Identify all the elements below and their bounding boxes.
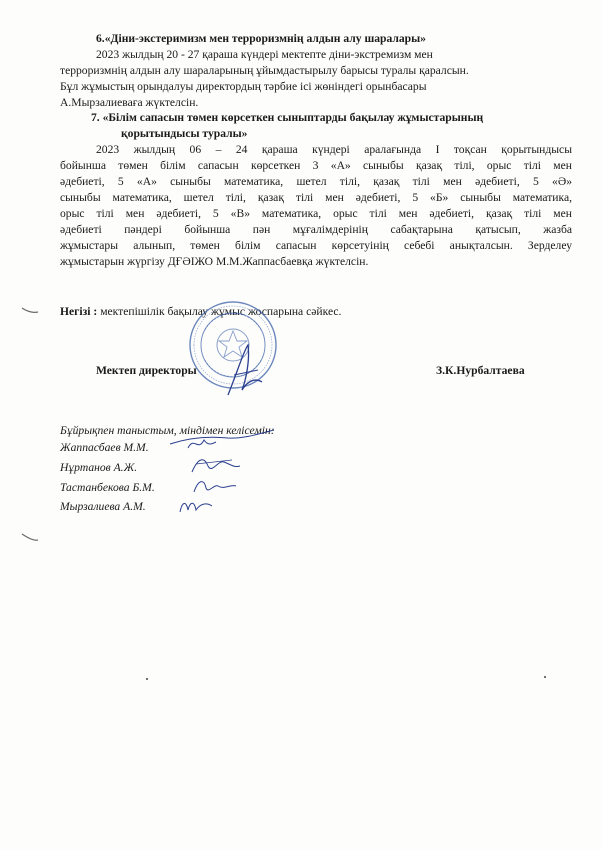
section-7-line-7: жұмыстары алынып, төмен білім сапасын көрсетуінің себебі анықталсын. Зерделеу [60,239,572,252]
section-7-line-1: 2023 жылдың 06 – 24 қараша күндері аралағында I тоқсан қорытындысы [96,143,572,156]
section-6-heading: 6.«Діни-экстеримизм мен терроризмнің алдын алу шаралары» [96,32,426,45]
scan-dot-right-icon [544,676,546,678]
section-6-line-1: 2023 жылдың 20 - 27 қараша күндері мектепте діни-экстремизм мен [96,48,433,61]
director-position: Мектеп директоры [96,364,197,377]
signature-4-icon [176,494,216,518]
section-6-line-4: А.Мырзалиеваға жүктелсін. [60,96,199,109]
section-7-line-4: сыныбы математика, шетел тілі, қазақ тілі мен әдебиеті, 5 «Б» сыныбы математика, [60,191,572,204]
acquaint-name-1: Жаппасбаев М.М. [60,441,149,454]
section-7-heading-line-2: қорытындысы туралы» [121,127,248,140]
acquaint-name-4: Мырзалиева А.М. [60,500,146,513]
scan-dot-left-icon [146,678,148,680]
acquaint-title: Бұйрықпен таныстым, міндімен келісемін: [60,424,275,437]
basis-text: мектепішілік бақылау жұмыс жоспарына сәйкес. [97,305,342,318]
director-signature-icon [218,340,268,400]
section-7-line-5: орыс тілі мен әдебиеті, 5 «В» математика, орыс тілі мен әдебиеті, қазақ тілі мен [60,207,572,220]
section-7-line-3: әдебиеті, 5 «А» сыныбы математика, шетел тілі, қазақ тілі мен әдебиеті, 5 «Ә» [60,175,572,188]
director-name: З.К.Нурбалтаева [436,364,525,377]
acquaint-name-2: Нұртанов А.Ж. [60,461,138,474]
scan-mark-left-lower-icon [20,532,40,544]
section-7-line-6: әдебиеті пәндері бойынша пән мұғалімдерінің сабақтарына қатысып, жазба [60,223,572,236]
signature-1-icon [168,424,278,454]
section-7-line-8: жұмыстарын жүргізу ДҒӘІЖО М.М.Жаппасбаевқа жүктелсін. [60,255,369,268]
section-7-heading-line-1: 7. «Білім сапасын төмен көрсеткен сыныптарды бақылау жұмыстарының [91,111,484,124]
scan-mark-left-upper-icon [20,304,40,316]
basis-label: Негізі : [60,305,98,318]
section-6-line-3: Бұл жұмыстың орындалуы директордың тәрбие ісі жөніндегі орынбасары [60,80,427,93]
section-7-line-2: бойынша төмен білім сапасын көрсеткен 3 «А» сыныбы қазақ тілі, орыс тілі мен [60,159,572,172]
section-6-line-2: терроризмнің алдын алу шараларының ұйымдастырылу барысы туралы қаралсын. [60,64,469,77]
acquaint-name-3: Тастанбекова Б.М. [60,481,155,494]
